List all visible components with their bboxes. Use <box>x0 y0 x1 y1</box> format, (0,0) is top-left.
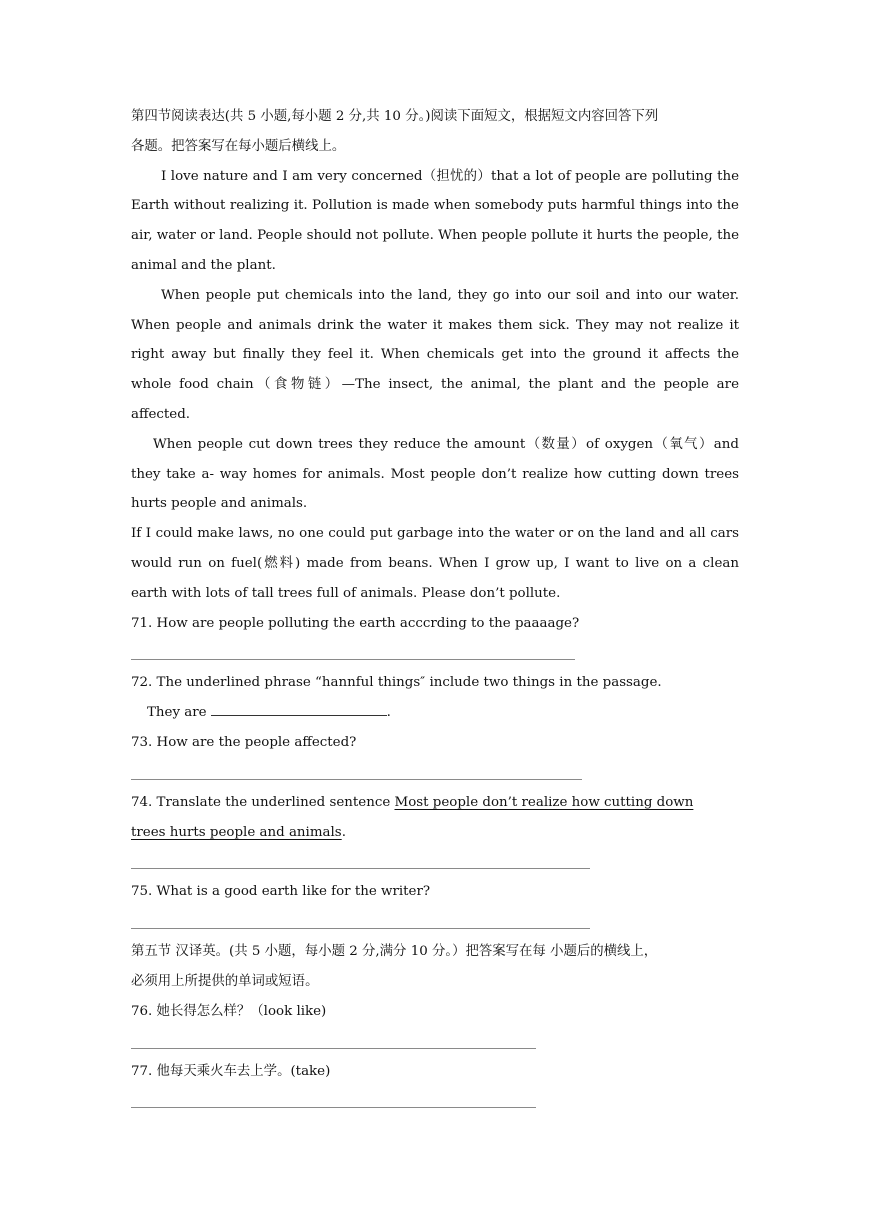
question-74-underlined-sentence-part2: trees hurts people and animals <box>131 824 342 840</box>
answer-line-75[interactable] <box>131 907 739 937</box>
question-71: 71. How are people polluting the earth acccrding to the paaaage? <box>131 615 580 631</box>
section5-heading-line1: 第五节 汉译英。(共 5 小题，每小题 2 分,满分 10 分。）把答案写在每 小题后的横线上， <box>131 944 658 960</box>
question-75: 75. What is a good earth like for the writer? <box>131 884 431 900</box>
question-72-suffix: . <box>386 705 391 721</box>
question-76: 76. 她长得怎么样？（look like) <box>131 1003 327 1019</box>
passage-paragraph-4: If I could make laws, no one could put garbage into the water or on the land and all cars would run on fuel(燃料) made from beans. When I grow up, I want to live on a clean earth with lots of tall trees full of animals. Please don’t pollute. <box>131 526 739 601</box>
answer-blank-72[interactable] <box>211 701 387 716</box>
question-73: 73. How are the people affected? <box>131 734 357 750</box>
answer-line-71[interactable] <box>131 638 739 668</box>
question-74-prefix: 74. Translate the underlined sentence <box>131 794 395 810</box>
question-74 <box>131 788 739 818</box>
question-77: 77. 他每天乘火车去上学。(take) <box>131 1063 331 1079</box>
question-72-prefix: They are <box>147 705 207 721</box>
passage-paragraph-1: I love nature and I am very concerned（担忧的）that a lot of people are polluting the Earth without realizing it. Pollution is made when somebody puts harmful things into the air, water or land. People should not pollute. When people pollute it hurts the people, the animal and the plant. <box>131 168 739 273</box>
question-74-suffix: . <box>341 824 346 840</box>
answer-line-76[interactable] <box>131 1027 739 1057</box>
question-72-answer-row <box>131 698 739 728</box>
section4-heading-line1: 第四节阅读表达(共 5 小题,每小题 2 分,共 10 分。)阅读下面短文，根据短文内容回答下列 <box>131 109 659 124</box>
answer-line-74[interactable] <box>131 847 739 877</box>
document-page <box>131 102 739 1116</box>
answer-line-73[interactable] <box>131 758 739 788</box>
section5-heading-line2: 必须用上所提供的单词或短语。 <box>131 973 319 989</box>
question-72: 72. The underlined phrase “hannful things″ include two things in the passage. <box>131 675 662 691</box>
section4-heading-line2: 各题。把答案写在每小题后横线上。 <box>131 138 346 154</box>
answer-line-77[interactable] <box>131 1086 739 1116</box>
passage-paragraph-2: When people put chemicals into the land, they go into our soil and into our water. When people and animals drink the water it makes them sick. They may not realize it right away but finally they feel it. When chemicals get into the ground it affects the whole food chain（食物链）—The insect, the animal, the plant and the people are affected. <box>131 287 739 422</box>
passage-paragraph-3: When people cut down trees they reduce the amount（数量）of oxygen（氧气）and they take a- way homes for animals. Most people don’t realize how cutting down trees hurts people and animals. <box>131 436 739 512</box>
question-74-underlined-sentence-part1: Most people don’t realize how cutting down <box>394 794 694 810</box>
question-74-line2 <box>131 818 739 848</box>
